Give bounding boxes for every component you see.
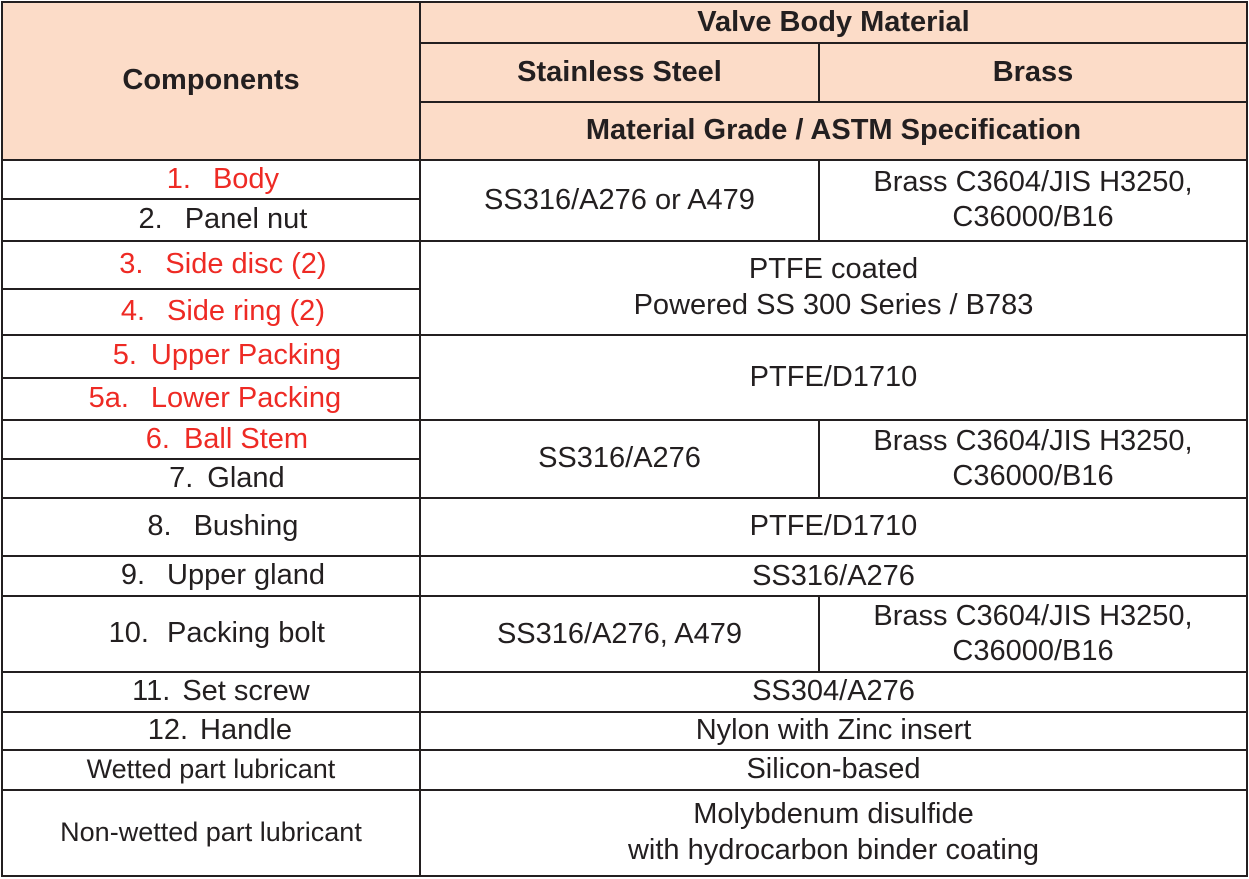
- upper-gland-value: SS316/A276: [420, 556, 1247, 596]
- nonwetted-value: Molybdenum disulfide with hydrocarbon binder coating: [420, 790, 1247, 876]
- component-ball-stem: 6. Ball Stem: [2, 420, 420, 459]
- component-side-disc: 3. Side disc (2): [2, 241, 420, 289]
- bushing-value: PTFE/D1710: [420, 498, 1247, 556]
- material-spec-table: [1, 1, 1248, 877]
- stem-ss-value: SS316/A276: [420, 420, 819, 498]
- component-upper-gland: 9. Upper gland: [2, 556, 420, 596]
- component-handle: 12. Handle: [2, 712, 420, 750]
- body-ss-value: SS316/A276 or A479: [420, 160, 819, 240]
- component-side-ring: 4. Side ring (2): [2, 289, 420, 335]
- stainless-steel-header: Stainless Steel: [420, 43, 819, 102]
- component-packing-bolt: 10. Packing bolt: [2, 596, 420, 672]
- side-disc-ring-value: PTFE coated Powered SS 300 Series / B783: [420, 241, 1247, 335]
- component-lower-packing: 5a. Lower Packing: [2, 378, 420, 420]
- handle-value: Nylon with Zinc insert: [420, 712, 1247, 750]
- valve-body-material-header: Valve Body Material: [420, 2, 1247, 43]
- set-screw-value: SS304/A276: [420, 672, 1247, 711]
- bolt-ss-value: SS316/A276, A479: [420, 596, 819, 672]
- component-bushing: 8. Bushing: [2, 498, 420, 556]
- component-set-screw: 11. Set screw: [2, 672, 420, 711]
- packing-value: PTFE/D1710: [420, 335, 1247, 420]
- brass-header: Brass: [819, 43, 1247, 102]
- component-gland: 7. Gland: [2, 459, 420, 498]
- body-brass-value: Brass C3604/JIS H3250, C36000/B16: [819, 160, 1247, 240]
- component-body: 1. Body: [2, 160, 420, 199]
- wetted-value: Silicon-based: [420, 750, 1247, 790]
- components-header: Components: [2, 2, 420, 160]
- bolt-brass-value: Brass C3604/JIS H3250, C36000/B16: [819, 596, 1247, 672]
- component-panel-nut: 2. Panel nut: [2, 199, 420, 240]
- material-grade-header: Material Grade / ASTM Specification: [420, 102, 1247, 160]
- stem-brass-value: Brass C3604/JIS H3250, C36000/B16: [819, 420, 1247, 498]
- component-nonwetted-lubricant: Non-wetted part lubricant: [2, 790, 420, 876]
- component-wetted-lubricant: Wetted part lubricant: [2, 750, 420, 790]
- component-upper-packing: 5. Upper Packing: [2, 335, 420, 378]
